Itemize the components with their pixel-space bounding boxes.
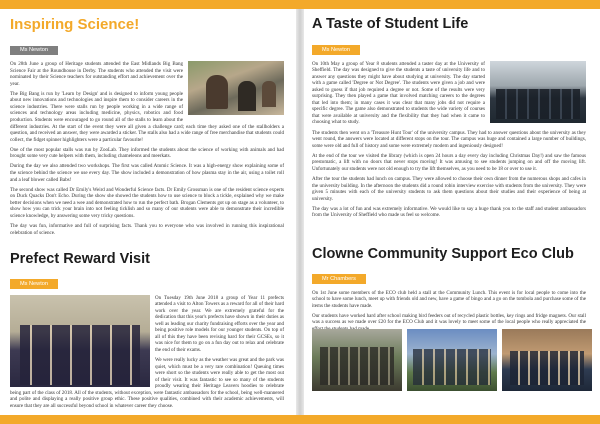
author-badge: Ms Newton bbox=[312, 45, 360, 55]
prefect-group-photo bbox=[10, 295, 150, 387]
article-paragraph: The students then went on a 'Treasure Hunt Tour' of the university campus. They had to answer questions about the university as they went round, the answers were located at different stops on the tour. The campus was huge and contained a large number of buildings, some were old and full of history and some were extremely modern and ingeniously designed! bbox=[312, 129, 586, 149]
author-badge: Mr Chambers bbox=[312, 274, 366, 284]
article-title: Clowne Community Support Eco Club bbox=[312, 246, 574, 262]
article-prefect-reward bbox=[0, 252, 292, 413]
article-title: Prefect Reward Visit bbox=[10, 251, 150, 267]
university-sheffield-photo bbox=[490, 61, 586, 123]
article-paragraph: During the day we also attended two workshops. The first was called Atomic Science. It was a high-energy show explaining some of the science behind the science we use every day. The show included a demonstration of how plasma stay in the air, using a toilet roll and a leaf blower called Babs! bbox=[10, 163, 284, 183]
eco-students-photo bbox=[407, 329, 497, 391]
article-eco-club bbox=[304, 247, 596, 336]
article-paragraph: Our students have worked hard after school making bird feeders out of recycled plastic bottles, key rings and fridge magnets. Our stall was a success as we made over £20 for the ECO Club and it was lovely to meet some of the local people who really appreciated the bbox=[312, 312, 586, 326]
page-spine bbox=[296, 9, 304, 415]
article-paragraph: The day was a lot of fun and was extremely informative. We would like to say a huge thank you to the staff and student ambassadors from the University of Sheffield who made us feel so welcome. bbox=[312, 205, 586, 219]
article-paragraph: On 28th June a group of Heritage students attended the East Midlands Big Bang Science Fair at the Roundhouse in Derby. The students who attended the visit were nominated by their Science teachers for outstanding effort and achievement over the year. bbox=[10, 61, 183, 87]
bottom-accent-stripe bbox=[0, 415, 600, 424]
article-paragraph: After the tour the students had lunch on campus. They were allowed to choose their own dinner from the numerous shops and cafes in the university building. In the afternoon the students did a round robin interview exercise with students from the university. They were given 5 minutes with each of the university students to ask them questions about their studies and their experience of being at university. bbox=[312, 176, 586, 202]
article-title: A Taste of Student Life bbox=[312, 16, 469, 32]
author-badge: Ms Newton bbox=[10, 46, 58, 56]
article-paragraph: The day was fun, informative and full of surprising facts. Thank you to everyone who was involved in running this inspirational celebration of science. bbox=[10, 223, 284, 236]
article-paragraph: One of the most popular stalls was run by ZooLab. They informed the students about the science of working with animals and had brought some very cute helpers with them, including chameleons and meerkats. bbox=[10, 146, 284, 160]
eco-club-photos bbox=[312, 329, 592, 391]
article-paragraph: At the end of the tour we visited the library (which is open 24 hours a day every day including Christmas Day!) and saw the famous prestomatic, a lift with no doors that never stops moving! It was amusing to see students jumping on and off the moving lift. Unfortunately our students were not old enough to try the lift themselves, as you need to be 18 or over to use it. bbox=[312, 152, 586, 172]
community-lunch-photo bbox=[502, 329, 592, 391]
article-title: Inspiring Science! bbox=[10, 16, 140, 33]
article-student-life bbox=[304, 17, 596, 223]
eco-stall-photo bbox=[312, 329, 402, 391]
article-paragraph: We were really lucky as the weather was great and the park was quiet, which must be a very rare combination! Queuing times were short so the students were really able to get the most out of their visit. It was fantastic to see so many of the students proudly wearing their Heritage Leavers hoodies to celebrate being part of the class of 2018. All of the students, without exception, were fantastic ambassadors for the school, being well-mannered and polite and displaying a really positive group ethic. These positive qualities, combined with their academic achievements, will ensure that they are all successful beyond school in whatever career they choose. bbox=[10, 357, 284, 409]
article-paragraph: The second show was called Dr Emily's Weird and Wonderful Science facts. Dr Emily Grossman is one of the resident science experts on Duck Quacks Don't Echo. During the show she showed the students how to use science to block a tickle, explained why we make better decisions when we need a wee and demonstrated how to run the perfect bath. Brogan Clements got up on stage as a volunteer, to show how you can trick your brain into not feeling ticklish and so many of our students were able to demonstrate their incredible science knowledge, by answering some very tricky questions. bbox=[10, 186, 284, 219]
science-fair-photo bbox=[188, 61, 284, 115]
article-inspiring-science bbox=[0, 17, 292, 240]
left-page bbox=[0, 9, 292, 415]
article-paragraph: On 1st June some members of the ECO club held a stall at the Community Lunch. This event is for local people to come into the school to have some lunch, meet up with friends old and new, have a game of bingo and a go on the tombola and purchase some of the items the students have made. bbox=[312, 289, 586, 309]
article-paragraph: On 10th May a group of Year 8 students attended a taster day at the University of Sheffield. The day was designed to give the students a taste of university life and to answer any questions they might have about studying at university. The day started with a game called 'Degree or Not Degree'. The students were given a job and were asked to guess if that job required a degree or not. Some of the results were very surprising. They then played a game that involved matching careers to the degrees that led into them; in many cases it was clear that many jobs did not require a specific degree. The game also demonstrated to students the wide variety of courses that were available at university and the flexibility that they had when it came to choosing what to study. bbox=[312, 60, 485, 126]
article-paragraph: The Big Bang is run by 'Learn by Design' and is designed to inform young people about new innovations and technologies and inspire them to consider careers in the science industries. There were stalls run by people working in a wide range of sciences and technology areas including medicine, physics, robotics and food production. Students were encouraged to go round all of the stalls to learn about the different industries. At the start of the event they were all given a challenge card; each time they asked one of the stallholders a question, and received an answer, they were awarded a sticker. The stalls also had a wide range of free merchandise that students could collect, the fidget spinner highlighters were a particular favourite! bbox=[10, 90, 284, 143]
right-page bbox=[304, 9, 596, 415]
article-paragraph: On Tuesday 19th June 2018 a group of Year 11 prefects attended a visit to Alton Towers as a reward for all of their hard work over the year. We are extremely grateful for the dedication that this year's prefects have shown in their duties as well as leading our charity fundraising efforts over the year and being positive role models for our younger students. On top of all of this they have been revising hard for their GCSEs, so it was nice for them to go on a fun day out to relax and celebrate the end of their exams. bbox=[155, 294, 284, 353]
author-badge: Ms Newton bbox=[10, 279, 58, 289]
top-accent-stripe bbox=[0, 0, 600, 9]
